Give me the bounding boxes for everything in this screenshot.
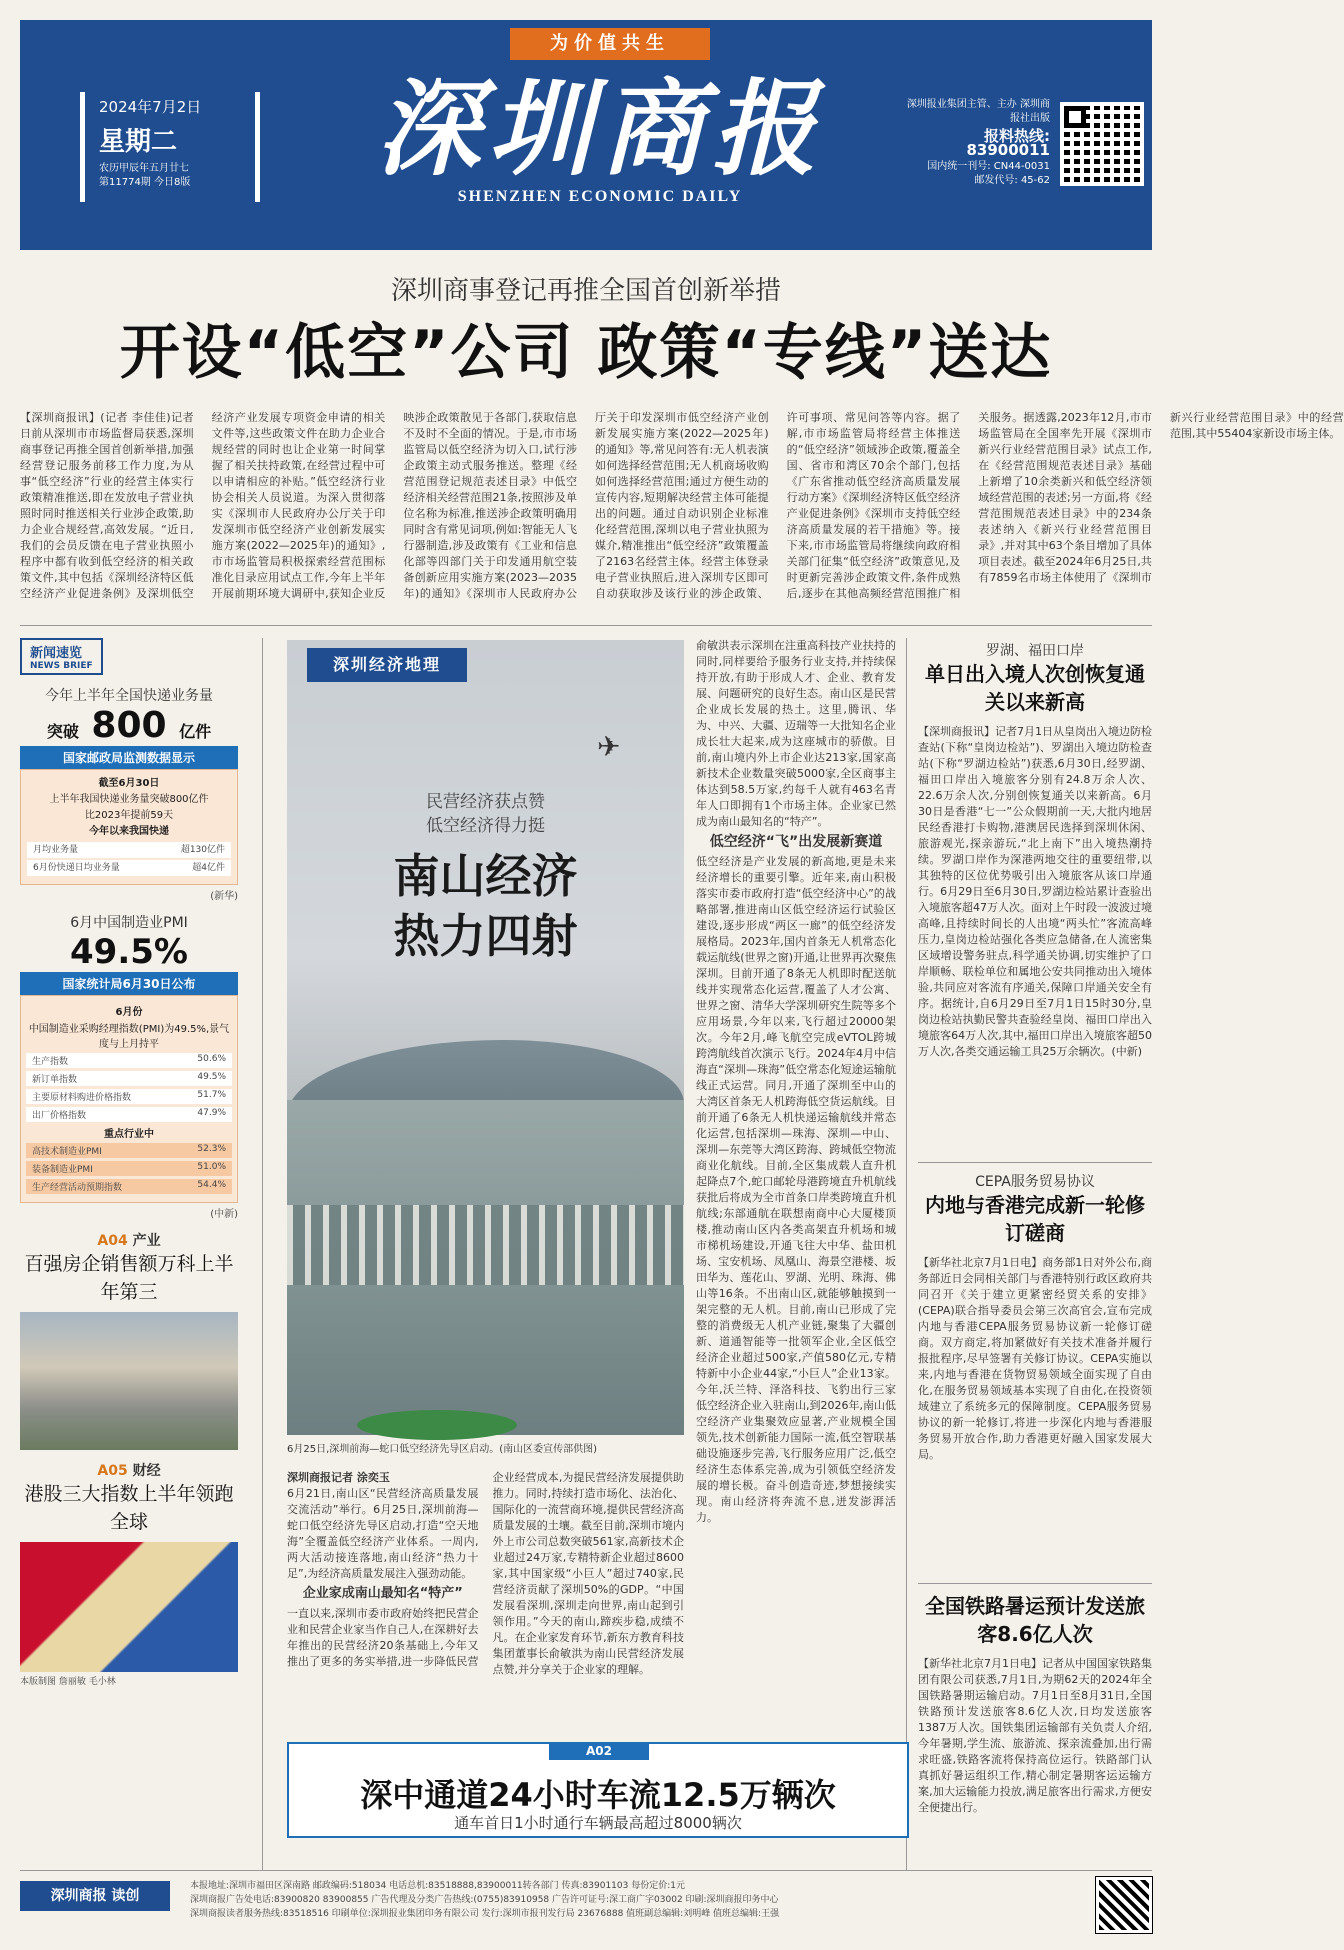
photo-caption: 6月25日,深圳前海—蛇口低空经济先导区启动。(南山区委宣传部供图)	[287, 1444, 598, 1455]
lunar-date: 农历甲辰年五月廿七	[99, 163, 189, 174]
pmi-row-label: 生产经营活动预期指数	[32, 1183, 123, 1193]
issue-date: 2024年7月2日	[99, 98, 202, 116]
pmi-row-label: 生产指数	[32, 1057, 69, 1067]
section-name: 财经	[132, 1463, 161, 1479]
pmi-row-value: 49.5%	[197, 1072, 226, 1082]
pmi-key-row	[26, 1161, 232, 1176]
right-headline-1[interactable]: 单日出入境人次创恢复通关以来新高	[925, 662, 1145, 714]
express-unit: 亿件	[179, 722, 212, 741]
express-source: 国家邮政局监测数据显示	[20, 746, 238, 769]
a02-label: A02	[549, 1742, 649, 1760]
source-credit: (中新)	[210, 1209, 238, 1220]
slogan: 为价值共生	[510, 28, 710, 60]
pmi-source: 国家统计局6月30日公布	[20, 972, 238, 995]
footer-qr-code-icon[interactable]	[1096, 1877, 1152, 1933]
right-kicker-2: CEPA服务贸易协议	[975, 1174, 1095, 1190]
pmi-row	[26, 1071, 232, 1086]
feature-title	[287, 846, 684, 966]
express-line2: 比2023年提前59天	[84, 810, 174, 821]
pmi-value: 49.5%	[70, 932, 188, 972]
newspaper-name: 深圳商报	[375, 67, 824, 190]
express-title: 今年上半年全国快递业务量	[45, 688, 213, 704]
helicopter-icon: ✈	[597, 730, 621, 763]
lead-subhead: 深圳商事登记再推全国首创新举措	[390, 276, 781, 306]
divider	[20, 625, 1152, 626]
nameplate	[350, 67, 850, 206]
publisher-info	[900, 98, 1050, 188]
pmi-row-label: 新订单指数	[32, 1075, 78, 1085]
pmi-row	[26, 1053, 232, 1068]
left-column	[20, 638, 238, 1687]
feature-subhead: 低空经济“飞”出发展新赛道	[709, 834, 883, 850]
news-brief-label-en: NEWS BRIEF	[30, 661, 93, 671]
feature-subhead: 企业家成南山最知名“特产”	[302, 1586, 463, 1601]
a05-section	[20, 1460, 238, 1480]
express-row-label: 月均业务量	[33, 845, 79, 855]
pmi-desc: 中国制造业采购经理指数(PMI)为49.5%,景气度与上月持平	[28, 1024, 230, 1050]
express-row-value: 超4亿件	[192, 863, 225, 873]
page-number: A05	[97, 1463, 128, 1479]
byline: 深圳商报记者 涂奕玉	[287, 1471, 390, 1484]
feature-para: 俞敏洪表示深圳在注重高科技产业扶持的同时,同样要给予服务行业支持,并持续保持开放,有助于形成人才、企业、教育发展、问题研究的良好生态。南山区是民营企业成长发展的热土。这里,腾讯、华为、中兴、大疆、迈瑞等一大批知名企业成长壮大起来,成为这座城市的骄傲。目前,南山境内外上市企业达213家,国家高新技术企业数量突破5000家,全区商事主体达到58.5万家,约每千人就有463名青年人口即拥有1个市场主体。企业家已然成为南山最知名的“特产”。	[696, 639, 896, 828]
pmi-row-value: 52.3%	[197, 1144, 226, 1154]
right-column	[918, 640, 1152, 1856]
right-body-2: 【新华社北京7月1日电】商务部1日对外公布,商务部近日会同相关部门与香港特别行政区政府共同召开《关于建立更紧密经贸关系的安排》(CEPA)联合指导委员会第三次高官会,宣布完成内地与香港CEPA服务贸易协议新一轮修订磋商。双方商定,将加紧做好有关技术准备并履行报批程序,尽早签署有关修订协议。CEPA实施以来,内地与香港在货物贸易领域全面实现了自由化,在服务贸易领域基本实现了自由化,在投资领域建立了系统多元的保障制度。CEPA服务贸易协议的新一轮修订,将进一步深化内地与香港服务贸易开放合作,助力香港更好融入国家发展大局。	[918, 1256, 1152, 1461]
page-number: A04	[97, 1233, 128, 1249]
footer-logo: 深圳商报 读创	[20, 1881, 170, 1911]
newspaper-name-en: SHENZHEN ECONOMIC DAILY	[457, 188, 743, 205]
feature-body-right	[696, 638, 896, 1732]
a04-section	[20, 1230, 238, 1250]
lead-body: 【深圳商报讯】(记者 李佳佳)记者日前从深圳市市场监督局获悉,深圳商事登记再推全国首创新举措,加强经营登记服务前移工作力度,为从事“低空经济”行业的经营主体实行政策精准推送,即在发放电子营业执照时同时推送相关行业涉企政策,助力企业合规经营,高效发展。“近日,我们的会员反馈在电子营业执照小程序中都有收到低空经济的相关政策文件,其中包括《深圳经济特区低空经济产业促进条例》及深圳低空经济产业发展专项资金申请的相关文件等,这些政策文件在助力企业合规经营的同时也让企业第一时间掌握了相关扶持政策,在经营过程中可以申请相应的补贴。”低空经济行业协会相关人员说道。为深入贯彻落实《深圳市人民政府办公厅关于印发深圳市低空经济产业创新发展实施方案(2022—2025年)的通知》,市市场监管局积极探索经营范围标准化目录应用试点工作,今年上半年开展前期环境大调研中,获知企业反映涉企政策散见于各部门,获取信息不及时不全面的情况。于是,市市场监管局以低空经济为切入口,试行涉企政策主动式服务推送。整理《经营范围登记规范表述目录》中低空经济相关经营范围21条,按照涉及单位名称为标准,推送涉企政策明确用同时含有常见词项,例如:智能无人飞行器制造,涉及政策有《工业和信息化部等四部门关于印发通用航空装备创新应用实施方案(2023—2035年)的通知》《深圳市人民政府办公厅关于印发深圳市低空经济产业创新发展实施方案(2022—2025年)的通知》等,常见问答有:无人机表演如何选择经营范围;无人机商场收购如何选择经营范围;通过方便生动的宣传内容,短期解决经营主体可能提出的问题。通过自动识别企业标准化经营范围,深圳以电子营业执照为媒介,精准推出“低空经济”政策覆盖了2163名经营主体。经营主体登录电子营业执照后,进入深圳专区即可自动获取涉及该行业的涉企政策、许可事项、常见问答等内容。据了解,市市场监管局将经营主体推送的“低空经济”领域涉企政策,覆盖全国、省市和湾区70余个部门,包括《广东省推动低空经济高质量发展行动方案》《深圳经济特区低空经济产业促进条例》《深圳市支持低空经济高质量发展的若干措施》等。接下来,市市场监管局将继续向政府相关部门征集“低空经济”政策意见,及时更新完善涉企政策文件,条件成熟后,逐步在其他高频经营范围推广相关服务。据透露,2023年12月,市市场监管局在全国率先开展《深圳市新兴行业经营范围目录》试点工作,在《经营范围规范表述目录》基础上新增了10余类新兴和低空经济领域经营范围的表述;另一方面,将《经营范围规范表述目录》中的234条表述纳入《新兴行业经营范围目录》,并对其中63个条目增加了具体项目表述。截至2024年6月25日,共有7859名市场主体使用了《深圳市新兴行业经营范围目录》中的经营范围,其中55404家新设市场主体。	[20, 411, 1344, 600]
pmi-title: 6月中国制造业PMI	[70, 915, 188, 931]
divider	[262, 638, 263, 1870]
source-credit: (新华)	[210, 891, 238, 902]
hotline: 报料热线: 83900011	[966, 127, 1050, 159]
a02-title: 深中通道24小时车流12.5万辆次	[360, 1776, 836, 1814]
feature-body-lower	[287, 1470, 684, 1732]
pmi-row	[26, 1107, 232, 1122]
express-asof: 截至6月30日	[98, 778, 160, 789]
a05-headline[interactable]: 港股三大指数上半年领跑全球	[24, 1483, 234, 1533]
lead-headline[interactable]: 开设“低空”公司 政策“专线”送达	[119, 318, 1053, 388]
express-value: 800	[91, 705, 167, 746]
publisher: 深圳报业集团主管、主办 深圳商报社出版	[906, 99, 1050, 124]
pmi-row-value: 50.6%	[197, 1054, 226, 1064]
pmi-row-value: 54.4%	[197, 1180, 226, 1190]
pmi-month: 6月份	[115, 1007, 143, 1018]
feature-para: 低空经济是产业发展的新高地,更是未来经济增长的重要引擎。近年来,南山积极落实市委市政府打造“低空经济中心”的战略部署,推进南山区低空经济运行试验区建设,逐步形成“两区一廊”的低空经济发展格局。2023年,国内首条无人机常态化载运航线(世界之窗)开通,让世界再次聚焦深圳。目前开通了8条无人机即时配送航线并实现常态化运营,覆盖了人才公寓、世界之窗、清华大学深圳研究生院等多个应用场景,今年以来,飞行超过20000架次。今年2月,峰飞航空完成eVTOL跨城跨湾航线首次演示飞行。2024年4月中信海直“深圳—珠海”低空常态化短途运输航线正式运营。同月,开通了深圳至中山的大湾区首条无人机跨海低空货运航线。目前开通了6条无人机快递运输航线并常态化运营,包括深圳—珠海、深圳—中山、深圳—东莞等大湾区跨海、跨城低空物流商业化航线。目前,全区集成载人直升机起降点7个,蛇口邮轮母港跨境直升机航线获批后将成为全市首条口岸类跨境直升机航线;东部通航在联想南商中心大厦楼顶楼,推动南山区内各类高架直升机场和城市梯机场建设,开通飞往大中华、盐田机场、宝安机场、凤凰山、海景空港楼、坂田华为、莲花山、罗湖、光明、珠海、佛山等16条。不出南山区,就能够触摸到一架完整的无人机。目前,南山已形成了完整的消费级无人机产业链,聚集了大疆创新、道通智能等一批领军企业,全区低空经济企业超过500家,产值580亿元,专精特新中小企业44家,“小巨人”企业13家。今年,沃兰特、泽洛科技、飞豹出行三家低空经济企业入驻南山,到2026年,南山低空经济产业集聚效应显著,产业规模全国领先,技术创新能力国际一流,低空智联基础设施逐步完善,飞行服务应用广泛,低空经济生态体系完善,成为引领低空经济发展的增长极。奋斗创造奇迹,梦想接续实现。南山经济将奔流不息,迸发澎湃活力。	[696, 855, 896, 1524]
pmi-row-label: 出厂价格指数	[32, 1111, 87, 1121]
right-kicker-1: 罗湖、福田口岸	[986, 643, 1084, 659]
pmi-key-row	[26, 1143, 232, 1158]
feature-para: 6月21日,南山区“民营经济高质量发展交流活动”举行。6月25日,深圳前海—蛇口低空经济先导区启动,打造“空天地海”全覆盖低空经济产业体系。一周内,两大活动接连落地,南山经济“热力十足”,为经济高质量发展注入强劲动能。	[287, 1487, 479, 1580]
right-headline-2[interactable]: 内地与香港完成新一轮修订磋商	[925, 1193, 1145, 1245]
news-brief-label: 新闻速览	[30, 646, 83, 661]
feature-title-2: 热力四射	[393, 909, 578, 963]
news-brief-tag	[20, 638, 103, 675]
masthead	[20, 20, 1152, 250]
post-code: 邮发代号: 45-62	[974, 175, 1050, 186]
pmi-row-label: 高技术制造业PMI	[32, 1147, 102, 1157]
right-headline-3[interactable]: 全国铁路暑运预计发送旅客8.6亿人次	[925, 1594, 1145, 1646]
pmi-row-value: 51.7%	[197, 1090, 226, 1100]
feature-para: 一直以来,深圳市委市政府始终把民营企业和民营企业家当作自己人,在深耕好去年推出的民营经济20条基础上,今年又推出了更多的务实举措,进一步降低民营企业经营成本,为提民营经济发展提供助推力。同时,持续打造市场化、法治化、国际化的一流营商环境,提供民营经济高质量发展的土壤。截至目前,深圳市境内外上市公司总数突破561家,高新技术企业超过24万家,专精特新企业超过8600家,其中国家级“小巨人”超过740家,民营经济贡献了深圳50%的GDP。“中国发展看深圳,深圳走向世界,南山起到引领作用。”今天的南山,蹄疾步稳,成绩不凡。在企业家发育环节,新东方教育科技集团董事长俞敏洪为南山民营经济发展点赞,并分享关于企业家的理解。	[287, 1471, 684, 1676]
pmi-key: 重点行业中	[104, 1129, 154, 1140]
photo-credit: 本版制图 詹丽敏 毛小林	[20, 1677, 116, 1687]
footer-info	[190, 1879, 1090, 1921]
express-row-label: 6月份快递日均业务量	[33, 863, 120, 873]
feature-title-1: 南山经济	[393, 849, 578, 903]
footer-line: 深圳商报读者服务热线:83518516 印刷单位:深圳报业集团印务有限公司 发行:深圳市报刊发行局 23676888 值班副总编辑:刘明峰 值班总编辑:王强	[190, 1909, 780, 1919]
hkex-photo	[20, 1542, 238, 1672]
pmi-row-value: 51.0%	[197, 1162, 226, 1172]
pmi-table	[20, 995, 238, 1203]
express-row	[27, 842, 231, 858]
express-sub: 今年以来我国快递	[89, 826, 169, 837]
express-prefix: 突破	[46, 722, 79, 741]
feature-kicker-1: 民营经济获点赞	[426, 792, 545, 812]
a04-headline[interactable]: 百强房企销售额万科上半年第三	[24, 1253, 234, 1303]
express-infobox	[20, 769, 238, 885]
weekday: 星期二	[99, 127, 178, 157]
date-box	[80, 92, 260, 202]
a02-promo[interactable]	[287, 1742, 909, 1838]
qr-code-icon[interactable]	[1060, 102, 1144, 186]
pmi-key-row	[26, 1179, 232, 1194]
divider	[906, 638, 907, 1870]
express-stat	[20, 705, 238, 746]
a02-subtitle: 通车首日1小时通行车辆最高超过8000辆次	[454, 1814, 742, 1832]
footer	[20, 1870, 1152, 1938]
feature-kicker	[287, 790, 684, 838]
pmi-row	[26, 1089, 232, 1104]
footer-line: 本报地址:深圳市福田区深南路 邮政编码:518034 电话总机:83518888,83900011转各部门 传真:83901103 每份定价:1元	[190, 1881, 685, 1891]
pmi-row-value: 47.9%	[197, 1108, 226, 1118]
feature-photo[interactable]	[287, 640, 684, 1435]
right-body-1: 【深圳商报讯】记者7月1日从皇岗出入境边防检查站(下称“皇岗边检站”)、罗湖出入境边防检查站(下称“罗湖边检站”)获悉,6月30日,经罗湖、福田口岸出入境旅客分别有24.8万余人次、22.6万余人次,分别创恢复通关以来新高。6月30日是香港“七一”公众假期前一天,大批内地居民经香港打卡购物,港澳居民选择到深圳休闲、旅游观光,探亲游玩,“北上南下”出入境热潮持续。罗湖口岸作为深港两地交往的重要纽带,以其独特的区位优势吸引出入境旅客从该口岸通行。6月29日至6月30日,罗湖边检站累计查验出入境旅客超47万人次。面对上午时段一波波过境高峰,且持续时间长的人出境“两头忙”客流高峰压力,皇岗边检站强化各类应急储备,在人流密集区域增设警务驻点,科学通关协调,切实维护了口岸顺畅、联检单位和属地公安共同推动出入境体验,共同应对客流有序通关,保障口岸通关安全有序。据统计,自6月29日至7月1日15时30分,皇岗边检站执勤民警共查验经皇岗、福田口岸出入境旅客64万人次,其中,福田口岸出入境旅客超50万人次,各类交通运输工具25万余辆次。(中新)	[918, 725, 1152, 1058]
express-line1: 上半年我国快递业务量突破800亿件	[49, 794, 209, 805]
footer-line: 深圳商报广告处电话:83900820 83900855 广告代理及分类广告热线:(0755)83910958 广告许可证号:深工商广字03002 印刷:深圳商报印务中心	[190, 1895, 779, 1905]
pmi-row-label: 装备制造业PMI	[32, 1165, 93, 1175]
cn-code: 国内统一刊号: CN44-0031	[927, 161, 1050, 172]
pmi-row-label: 主要原材料购进价格指数	[32, 1093, 132, 1103]
building-photo	[20, 1312, 238, 1450]
right-body-3: 【新华社北京7月1日电】记者从中国国家铁路集团有限公司获悉,7月1日,为期62天的2024年全国铁路暑期运输启动。7月1日至8月31日,全国铁路预计发送旅客8.6亿人次,日均发送旅客1387万人次。国铁集团运输部有关负责人介绍,今年暑期,学生流、旅游流、探亲流叠加,出行需求旺盛,铁路客流将保持高位运行。铁路部门认真抓好暑运组织工作,精心制定暑期客运运输方案,加大运输能力投放,满足旅客出行需求,方便安全便捷出行。	[918, 1657, 1152, 1814]
feature-kicker-2: 低空经济得力挺	[426, 816, 545, 836]
issue-number: 第11774期 今日8版	[99, 177, 191, 188]
feature-banner: 深圳经济地理	[307, 648, 467, 682]
section-name: 产业	[132, 1233, 161, 1249]
express-row	[27, 860, 231, 876]
express-row-value: 超130亿件	[180, 845, 225, 855]
